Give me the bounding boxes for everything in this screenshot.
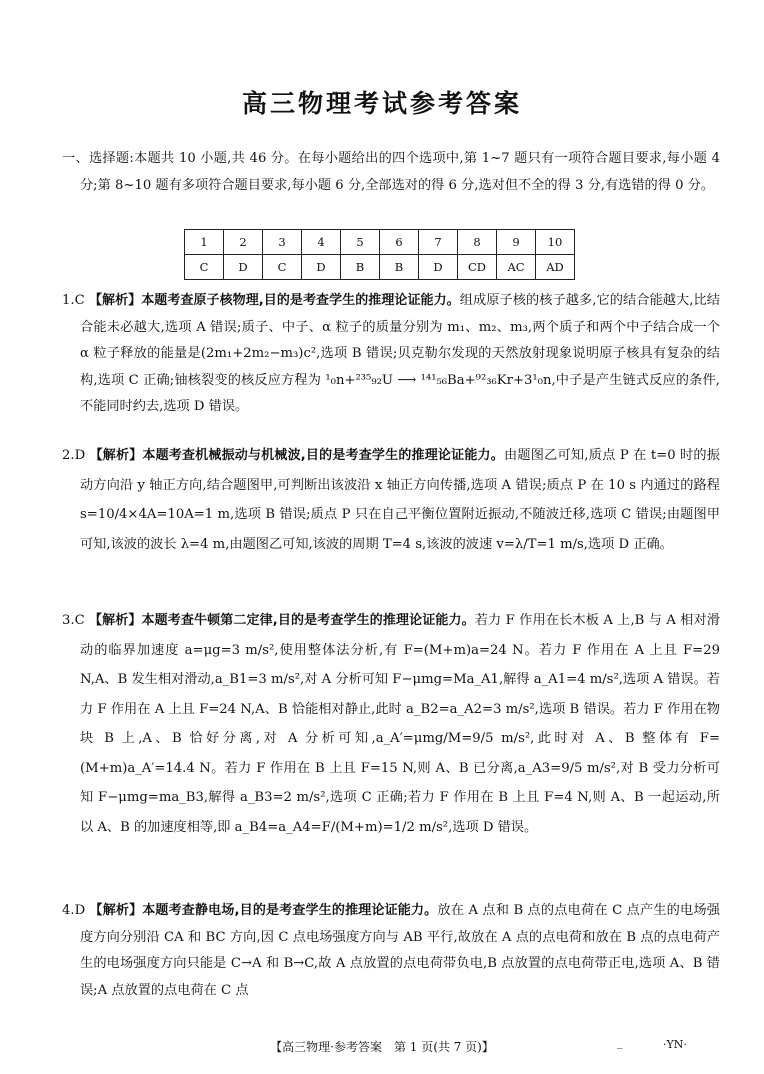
analysis-text: 组成原子核的核子越多,它的结合能越大,比结合能未必越大,选项 A 错误;质子、中子、α 粒子的质量分别为 m₁、m₂、m₃,两个质子和两个中子结合成一个 α 粒子释放的能量是(2m₁+2m₂−m₃)c²,选项 B 错误;贝克勒尔发现的天然放射现象说明原子核具有复杂的结构,选项 C 正确;铀核裂变的核反应方程为 ¹₀n+²³⁵₉₂U ⟶ ¹⁴¹₅₆Ba+⁹²₃₆Kr+3¹₀n,中子是产生链式反应的条件,不能同时约去,选项 D 错误。: [80, 293, 720, 414]
question-number: 3.C: [62, 613, 85, 628]
table-cell: B: [341, 255, 380, 280]
question-number: 2.D: [62, 448, 86, 463]
section-intro: 一、选择题:本题共 10 小题,共 46 分。在每小题给出的四个选项中,第 1~7 题只有一项符合题目要求,每小题 4 分;第 8~10 题有多项符合题目要求,每小题 6 分,全部选对的得 6 分,选对但不全的得 3 分,有选错的得 0 分。: [62, 151, 720, 193]
table-cell: 9: [497, 230, 536, 255]
table-cell: 4: [302, 230, 341, 255]
table-cell: D: [224, 255, 263, 280]
table-cell: B: [380, 255, 419, 280]
table-cell: 10: [536, 230, 575, 255]
analysis-tag: 【解析】本题考查牛顿第二定律,目的是考查学生的推理论证能力。: [89, 613, 475, 628]
page-footer: 【高三物理·参考答案 第 1 页(共 7 页)】: [270, 1040, 494, 1054]
table-cell: C: [185, 255, 224, 280]
analysis-tag: 【解析】本题考查静电场,目的是考查学生的推理论证能力。: [89, 903, 438, 918]
page-title: 高三物理考试参考答案: [241, 89, 522, 118]
question-4: [62, 898, 720, 1004]
question-3: [62, 606, 720, 842]
table-cell: 3: [263, 230, 302, 255]
analysis-tag: 【解析】本题考查机械振动与机械波,目的是考查学生的推理论证能力。: [89, 448, 504, 463]
question-number: 1.C: [62, 293, 85, 308]
table-cell: D: [419, 255, 458, 280]
answer-table-answers-row: [185, 255, 575, 280]
analysis-text: 若力 F 作用在长木板 A 上,B 与 A 相对滑动的临界加速度 a=μg=3 m/s²,使用整体法分析,有 F=(M+m)a=24 N。若力 F 作用在 A 上且 F=29 N,A、B 发生相对滑动,a_B1=3 m/s²,对 A 分析可知 F−μmg=Ma_A1,解得 a_A1=4 m/s²,选项 A 错误。若力 F 作用在 A 上且 F=24 N,A、B 恰能相对静止,此时 a_B2=a_A2=3 m/s²,选项 B 错误。若力 F 作用在物块 B 上,A、B 恰好分离,对 A 分析可知,a_A′=μmg/M=9/5 m/s²,此时对 A、B 整体有 F=(M+m)a_A′=14.4 N。若力 F 作用在 B 上且 F=15 N,则 A、B 已分离,a_A3=9/5 m/s²,对 B 受力分析可知 F−μmg=ma_B3,解得 a_B3=2 m/s²,选项 C 正确;若力 F 作用在 B 上且 F=4 N,则 A、B 一起运动,所以 A、B 的加速度相等,即 a_B4=a_A4=F/(M+m)=1/2 m/s²,选项 D 错误。: [80, 613, 720, 835]
table-cell: 8: [458, 230, 497, 255]
table-cell: 5: [341, 230, 380, 255]
footer-code: ·YN·: [663, 1038, 687, 1051]
table-cell: 2: [224, 230, 263, 255]
answer-table-numbers-row: [185, 230, 575, 255]
table-cell: CD: [458, 255, 497, 280]
analysis-text: 放在 A 点和 B 点的点电荷在 C 点产生的电场强度方向分别沿 CA 和 BC 方向,因 C 点电场强度方向与 AB 平行,故放在 A 点的点电荷和放在 B 点的点电荷产生的电场强度方向只能是 C→A 和 B→C,故 A 点放置的点电荷带负电,B 点放置的点电荷带正电,选项 A、B 错误;A 点放置的点电荷在 C 点: [80, 903, 720, 998]
table-cell: 1: [185, 230, 224, 255]
footer-dash: _: [617, 1036, 623, 1049]
table-cell: AD: [536, 255, 575, 280]
question-2: [62, 441, 720, 559]
question-number: 4.D: [62, 903, 86, 918]
answer-table: [184, 229, 575, 280]
analysis-tag: 【解析】本题考查原子核物理,目的是考查学生的推理论证能力。: [88, 293, 460, 308]
table-cell: C: [263, 255, 302, 280]
table-cell: 7: [419, 230, 458, 255]
question-1: [62, 288, 720, 421]
table-cell: D: [302, 255, 341, 280]
table-cell: 6: [380, 230, 419, 255]
table-cell: AC: [497, 255, 536, 280]
analysis-text: 由题图乙可知,质点 P 在 t=0 时的振动方向沿 y 轴正方向,结合题图甲,可判断出该波沿 x 轴正方向传播,选项 A 错误;质点 P 在 10 s 内通过的路程 s=10/4×4A=10A=1 m,选项 B 错误;质点 P 只在自己平衡位置附近振动,不随波迁移,选项 C 错误;由题图甲可知,该波的波长 λ=4 m,由题图乙可知,该波的周期 T=4 s,该波的波速 v=λ/T=1 m/s,选项 D 正确。: [80, 448, 720, 552]
